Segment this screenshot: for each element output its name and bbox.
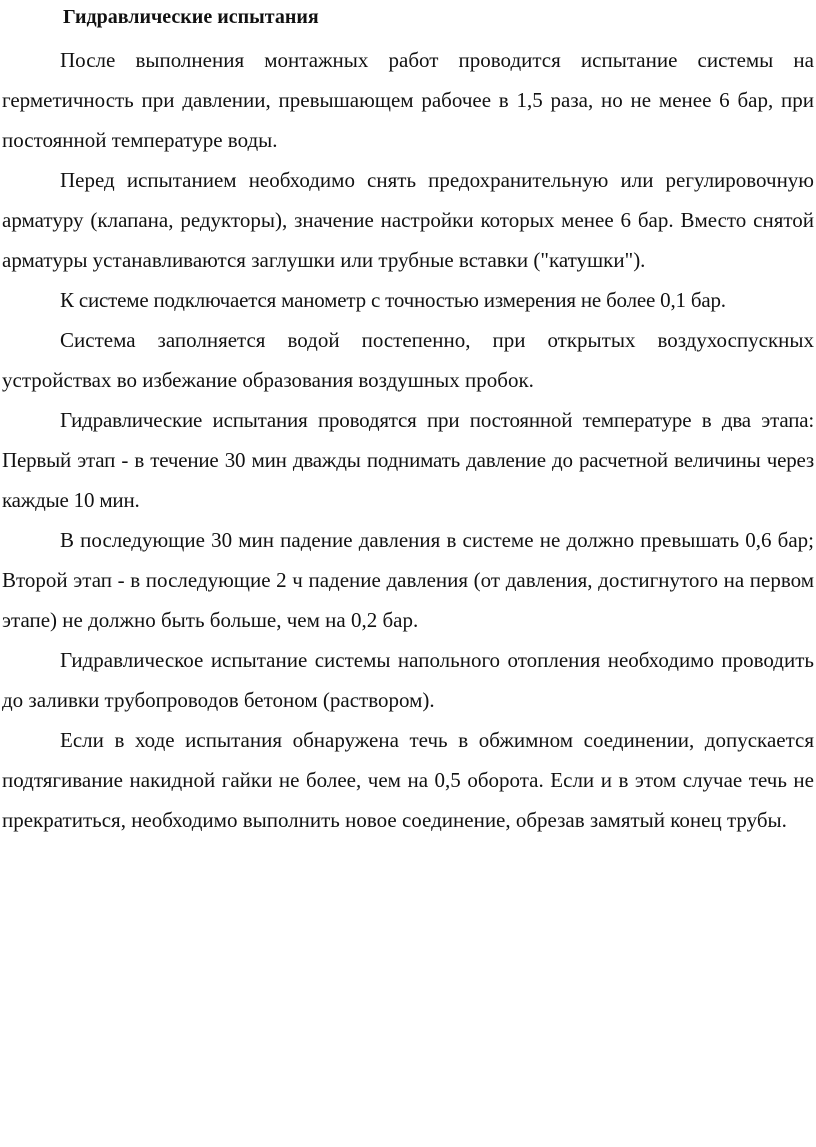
document-body [2,40,814,840]
document-title: Гидравлические испытания [63,6,319,28]
paragraph-leak: Если в ходе испытания обнаружена течь в обжимном соединении, допускается подтягивание накидной гайки не более, чем на 0,5 оборота. Если и в этом случае течь не прекратиться, необходимо выполнить новое соединение, обрезав замятый конец трубы. [2,728,814,832]
paragraph-pressure-drop: В последующие 30 мин падение давления в системе не должно превышать 0,6 бар; Второй этап - в последующие 2 ч падение давления (от давления, достигнутого на первом этапе) не должно быть больше, чем на 0,2 бар. [2,528,814,632]
paragraph-stages: Гидравлические испытания проводятся при постоянной температуре в два этапа: Первый этап - в течение 30 мин дважды поднимать давление до расчетной величины через каждые 10 мин. [2,408,814,512]
paragraph-pressure-test: После выполнения монтажных работ проводится испытание системы на герметичность при давлении, превышающем рабочее в 1,5 раза, но не менее 6 бар, при постоянной температуре воды. [2,48,814,152]
paragraph-remove-fittings: Перед испытанием необходимо снять предохранительную или регулировочную арматуру (клапана, редукторы), значение настройки которых менее 6 бар. Вместо снятой арматуры устанавливаются заглушки или трубные вставки ("катушки"). [2,168,814,272]
paragraph-manometer: К системе подключается манометр с точностью измерения не более 0,1 бар. [60,288,726,312]
paragraph-filling: Система заполняется водой постепенно, при открытых воздухоспускных устройствах во избежание образования воздушных пробок. [2,328,814,392]
paragraph-floor-heating: Гидравлическое испытание системы напольного отопления необходимо проводить до заливки трубопроводов бетоном (раствором). [2,648,814,712]
